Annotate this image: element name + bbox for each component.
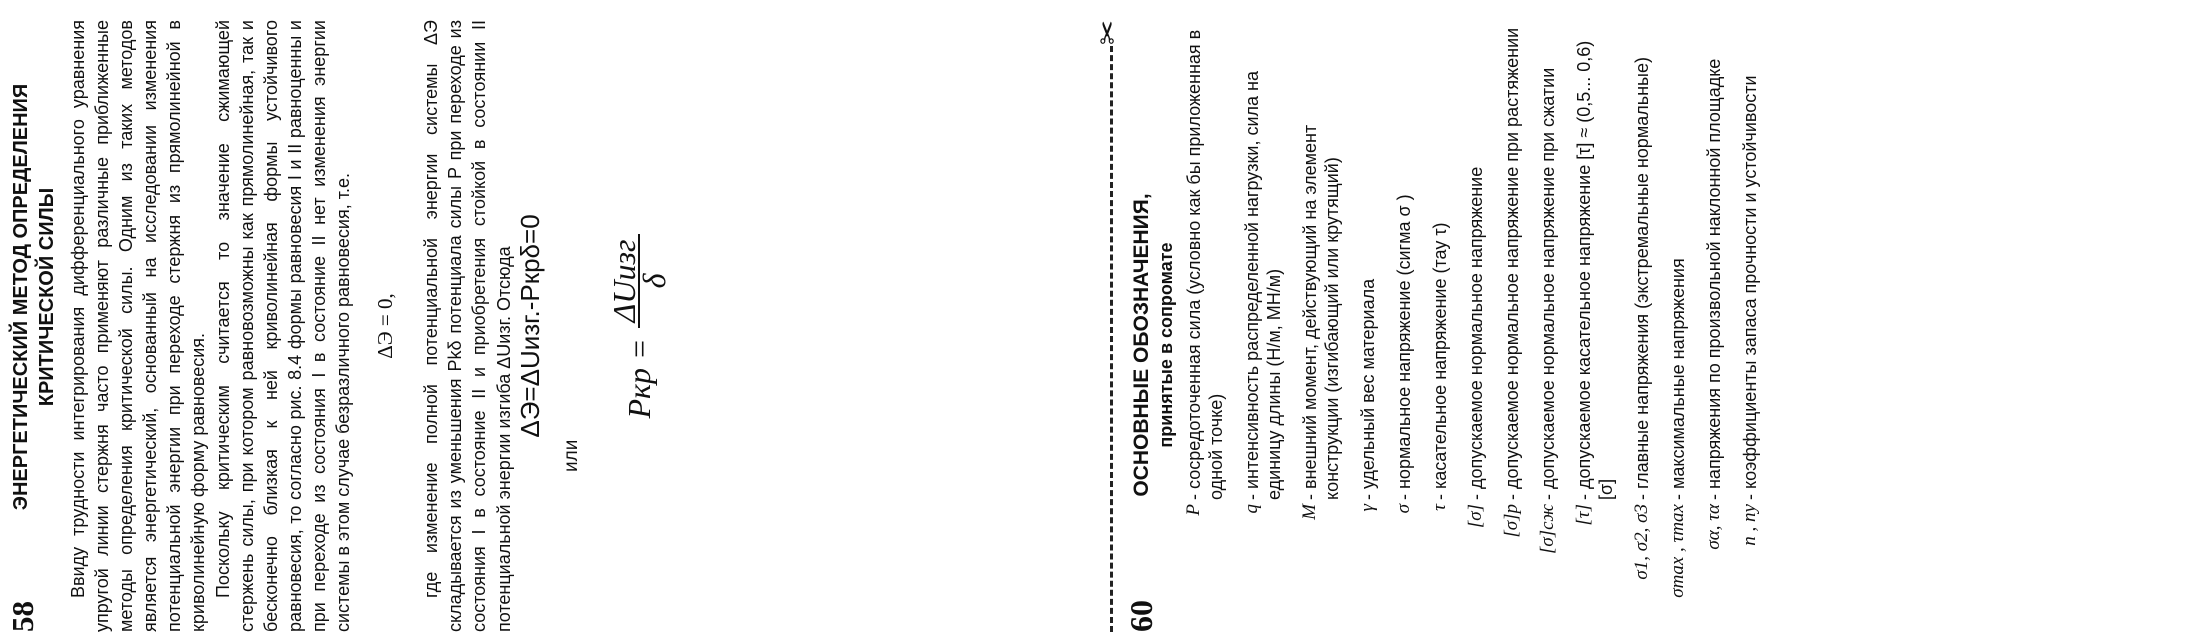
notation-symbol: σ1, σ2, σ3 [1631,504,1652,580]
notation-description: - допускаемое касательное напряжение [τ] ≈ (0,5... 0,6) [σ] [1574,40,1616,500]
equation-energy-balance: ΔЭ=ΔUизг.-Pкрδ=0 [514,214,545,438]
notation-item [1739,20,1761,632]
notation-item [1703,20,1725,632]
notation-description: - интенсивность распределенной нагрузки, сила на единицу длины (Н/м, МН/м) [1242,71,1284,500]
notation-item [1631,20,1653,632]
fraction [605,234,672,329]
notation-description: - касательное напряжение (тау τ) [1430,222,1450,500]
notation-description: - допускаемое нормальное напряжение при растяжении [1502,27,1522,500]
notation-symbol: [σ]сж [1537,504,1558,555]
notation-symbol: [σ] [1465,504,1486,529]
equation-energy-zero: ΔЭ = 0, [373,293,398,359]
notation-title: ОСНОВНЫЕ ОБОЗНАЧЕНИЯ, [1130,193,1153,497]
notation-description: - допускаемое нормальное напряжение при сжатии [1538,67,1558,500]
notation-item [1429,20,1451,632]
notation-description: - нормальное напряжение (сигма σ ) [1394,194,1414,500]
notation-item [1299,20,1343,632]
paragraph-energy-change: где изменение полной потенциальной энергии системы ΔЭ складывается из уменьшения Pkδ потенциала силы P при переходе из состояния I в состояние II и приобретения стойкой в состоянии II потенциальной энергии изгиба ΔUизг. Отсюда [421,20,514,632]
notation-item [1357,20,1379,632]
notation-symbol: [σ]р [1501,504,1522,538]
scissors-icon: ✂ [1092,20,1125,46]
cut-line [1092,20,1126,632]
notation-symbol: τ [1429,504,1450,511]
equation-lhs: Pкр = [620,338,657,419]
right-page [1123,20,2196,632]
notation-symbol: [τ] [1573,504,1594,526]
notation-symbol: q [1241,504,1262,514]
dashed-divider [1110,46,1113,632]
notation-item [1573,20,1617,632]
notation-item [1667,20,1689,632]
notation-item [1465,20,1487,632]
equation-critical-force [605,20,672,632]
notation-description: - максимальные напряжения [1668,258,1688,500]
notation-symbol: γ [1357,504,1378,512]
section-header [6,20,60,632]
notation-description: - коэффициенты запаса прочности и устойчивости [1740,75,1760,500]
notation-symbol: P [1183,504,1204,516]
notation-description: - напряжения по произвольной наклонной площадке [1704,58,1724,500]
notation-symbol: σα, τα [1703,504,1724,550]
notation-list [1183,20,1761,632]
notation-item [1393,20,1415,632]
notation-description: - внешний момент, действующий на элемент конструкции (изгибающий или крутящий) [1300,124,1342,500]
notation-item [1501,20,1523,632]
notation-description: - удельный вес материала [1358,278,1378,500]
notation-subtitle: принятые в сопромате [1156,242,1176,448]
fraction-denominator: δ [635,273,672,289]
paragraph-critical-force: Поскольку критическим считается то значение сжимающей стержень силы, при котором равновозможны как прямолинейная, так и бесконечно близкая к ней криволинейная формы устойчивого равновесия, то согласно рис. 8.4 формы равновесия I и II равноценны и при переходе из состояния I в состояние II нет изменения энергии системы в этом случае безразличного равновесия, т.е. [212,20,354,632]
notation-symbol: σmax , τmax [1667,504,1688,598]
notation-symbol: σ [1393,504,1414,514]
notation-description: - главные напряжения (экстремальные нормальные) [1632,57,1652,500]
section-title: ЭНЕРГЕТИЧЕСКИЙ МЕТОД ОПРЕДЕЛЕНИЯ КРИТИЧЕСКОЙ СИЛЫ [10,83,58,511]
notation-header [1123,20,1159,632]
notation-item [1537,20,1559,632]
notation-symbol: n , ny [1739,504,1760,546]
notation-item [1183,20,1227,632]
notation-description: - допускаемое нормальное напряжение [1466,166,1486,500]
notation-description: - сосредоточенная сила (условно как бы приложенная в одной точке) [1184,29,1226,500]
fraction-numerator: ΔUизг [612,234,640,329]
or-word: или [560,439,582,472]
page-number: 58 [5,601,40,632]
paragraph-intro: Ввиду трудности интегрирования дифференциального уравнения упругой линии стержня часто применяют различные приближенные методы определения критической силы. Одним из таких методов является энергетический, основанный на исследовании изменения потенциальной энергии при переходе стержня из прямолинейной в криволинейную форму равновесия. [68,20,209,632]
page-number: 60 [1123,600,1159,632]
notation-item [1241,20,1285,632]
left-page [6,20,1086,632]
notation-symbol: M [1299,504,1320,520]
